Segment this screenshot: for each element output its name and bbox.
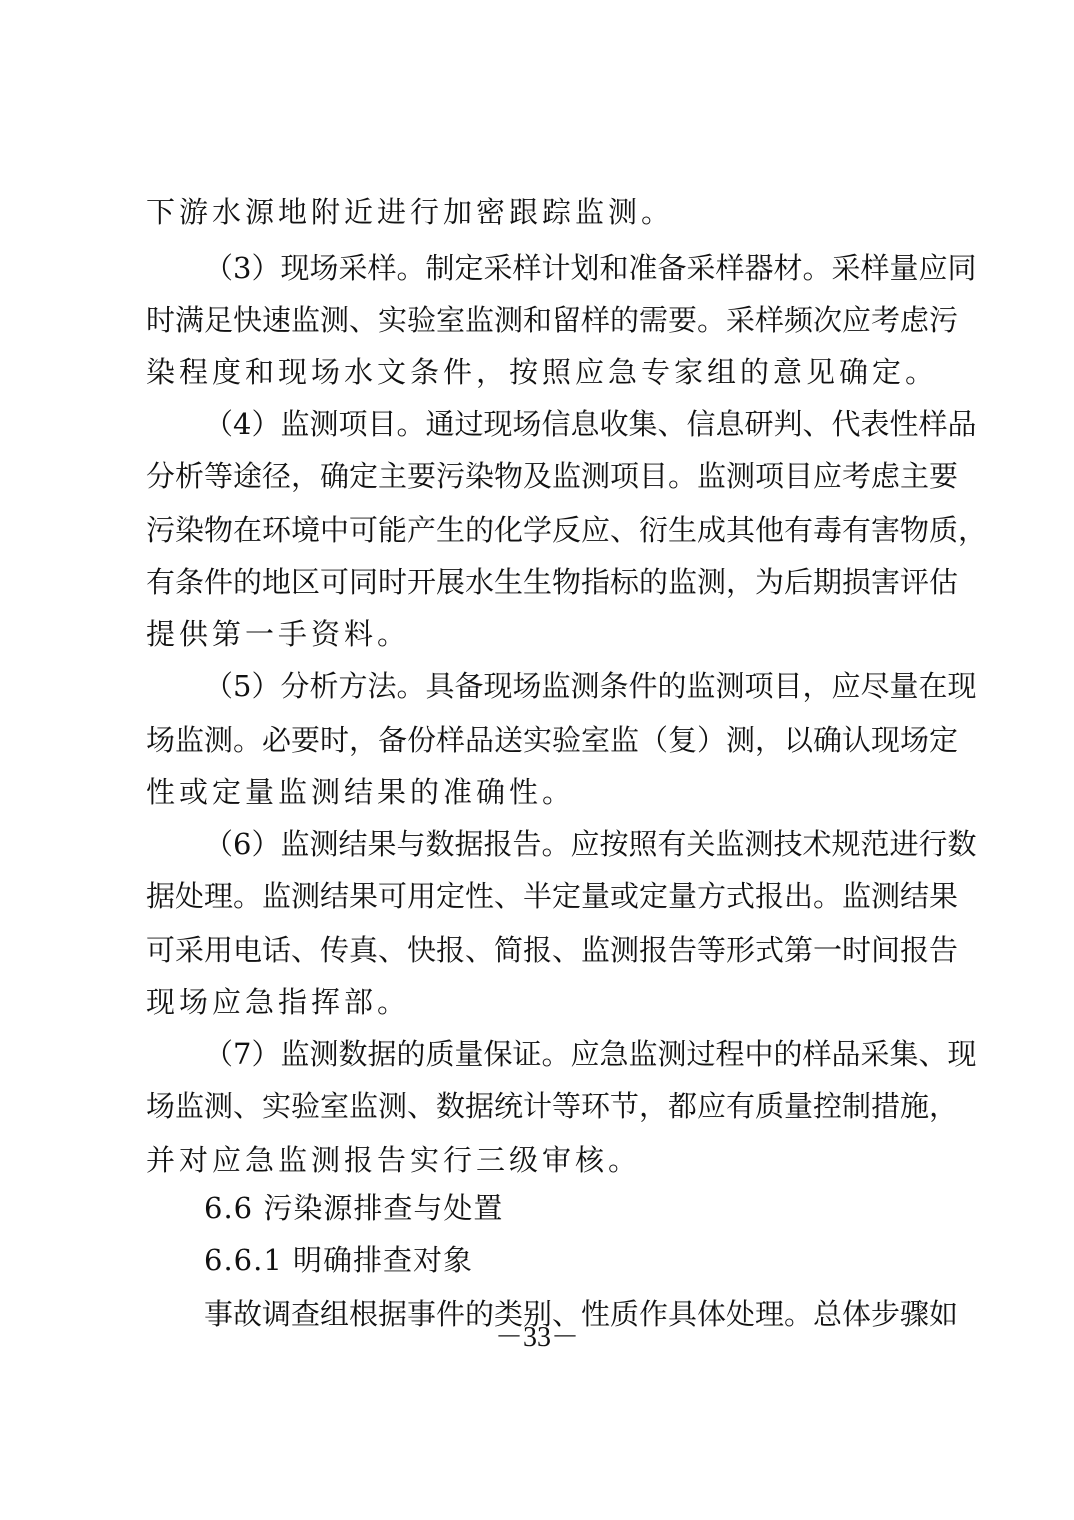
text-line-9: 提供第一手资料。 (146, 617, 411, 651)
text-line-10: （5）分析方法。具备现场监测条件的监测项目，应尽量在现 (204, 669, 977, 703)
text-line-2: （3）现场采样。制定采样计划和准备采样器材。采样量应同 (204, 251, 977, 285)
text-line-6: 分析等途径，确定主要污染物及监测项目。监测项目应考虑主要 (146, 459, 959, 493)
text-line-12: 性或定量监测结果的准确性。 (146, 775, 576, 809)
page-number: －33－ (494, 1322, 579, 1353)
text-line-5: （4）监测项目。通过现场信息收集、信息研判、代表性样品 (204, 407, 977, 441)
text-line-8: 有条件的地区可同时开展水生生物指标的监测，为后期损害评估 (146, 565, 959, 599)
text-line-1: 下游水源地附近进行加密跟踪监测。 (146, 195, 675, 229)
text-line-19: 并对应急监测报告实行三级审核。 (146, 1143, 642, 1177)
text-line-18: 场监测、实验室监测、数据统计等环节，都应有质量控制措施， (146, 1089, 959, 1123)
text-line-15: 可采用电话、传真、快报、简报、监测报告等形式第一时间报告 (146, 933, 959, 967)
text-line-7: 污染物在环境中可能产生的化学反应、衍生成其他有毒有害物质， (146, 513, 988, 547)
text-line-13: （6）监测结果与数据报告。应按照有关监测技术规范进行数 (204, 827, 977, 861)
text-line-16: 现场应急指挥部。 (146, 985, 411, 1019)
text-line-22: 事故调查组根据事件的类别、性质作具体处理。总体步骤如 (204, 1297, 959, 1331)
section-heading-6-6: 6.6 污染源排查与处置 (204, 1191, 504, 1225)
text-line-11: 场监测。必要时，备份样品送实验室监（复）测，以确认现场定 (146, 723, 959, 757)
text-line-14: 据处理。监测结果可用定性、半定量或定量方式报出。监测结果 (146, 879, 959, 913)
text-line-3: 时满足快速监测、实验室监测和留样的需要。采样频次应考虑污 (146, 303, 959, 337)
text-line-4: 染程度和现场水文条件，按照应急专家组的意见确定。 (146, 355, 939, 389)
text-line-17: （7）监测数据的质量保证。应急监测过程中的样品采集、现 (204, 1037, 977, 1071)
subsection-heading-6-6-1: 6.6.1 明确排查对象 (204, 1243, 474, 1277)
